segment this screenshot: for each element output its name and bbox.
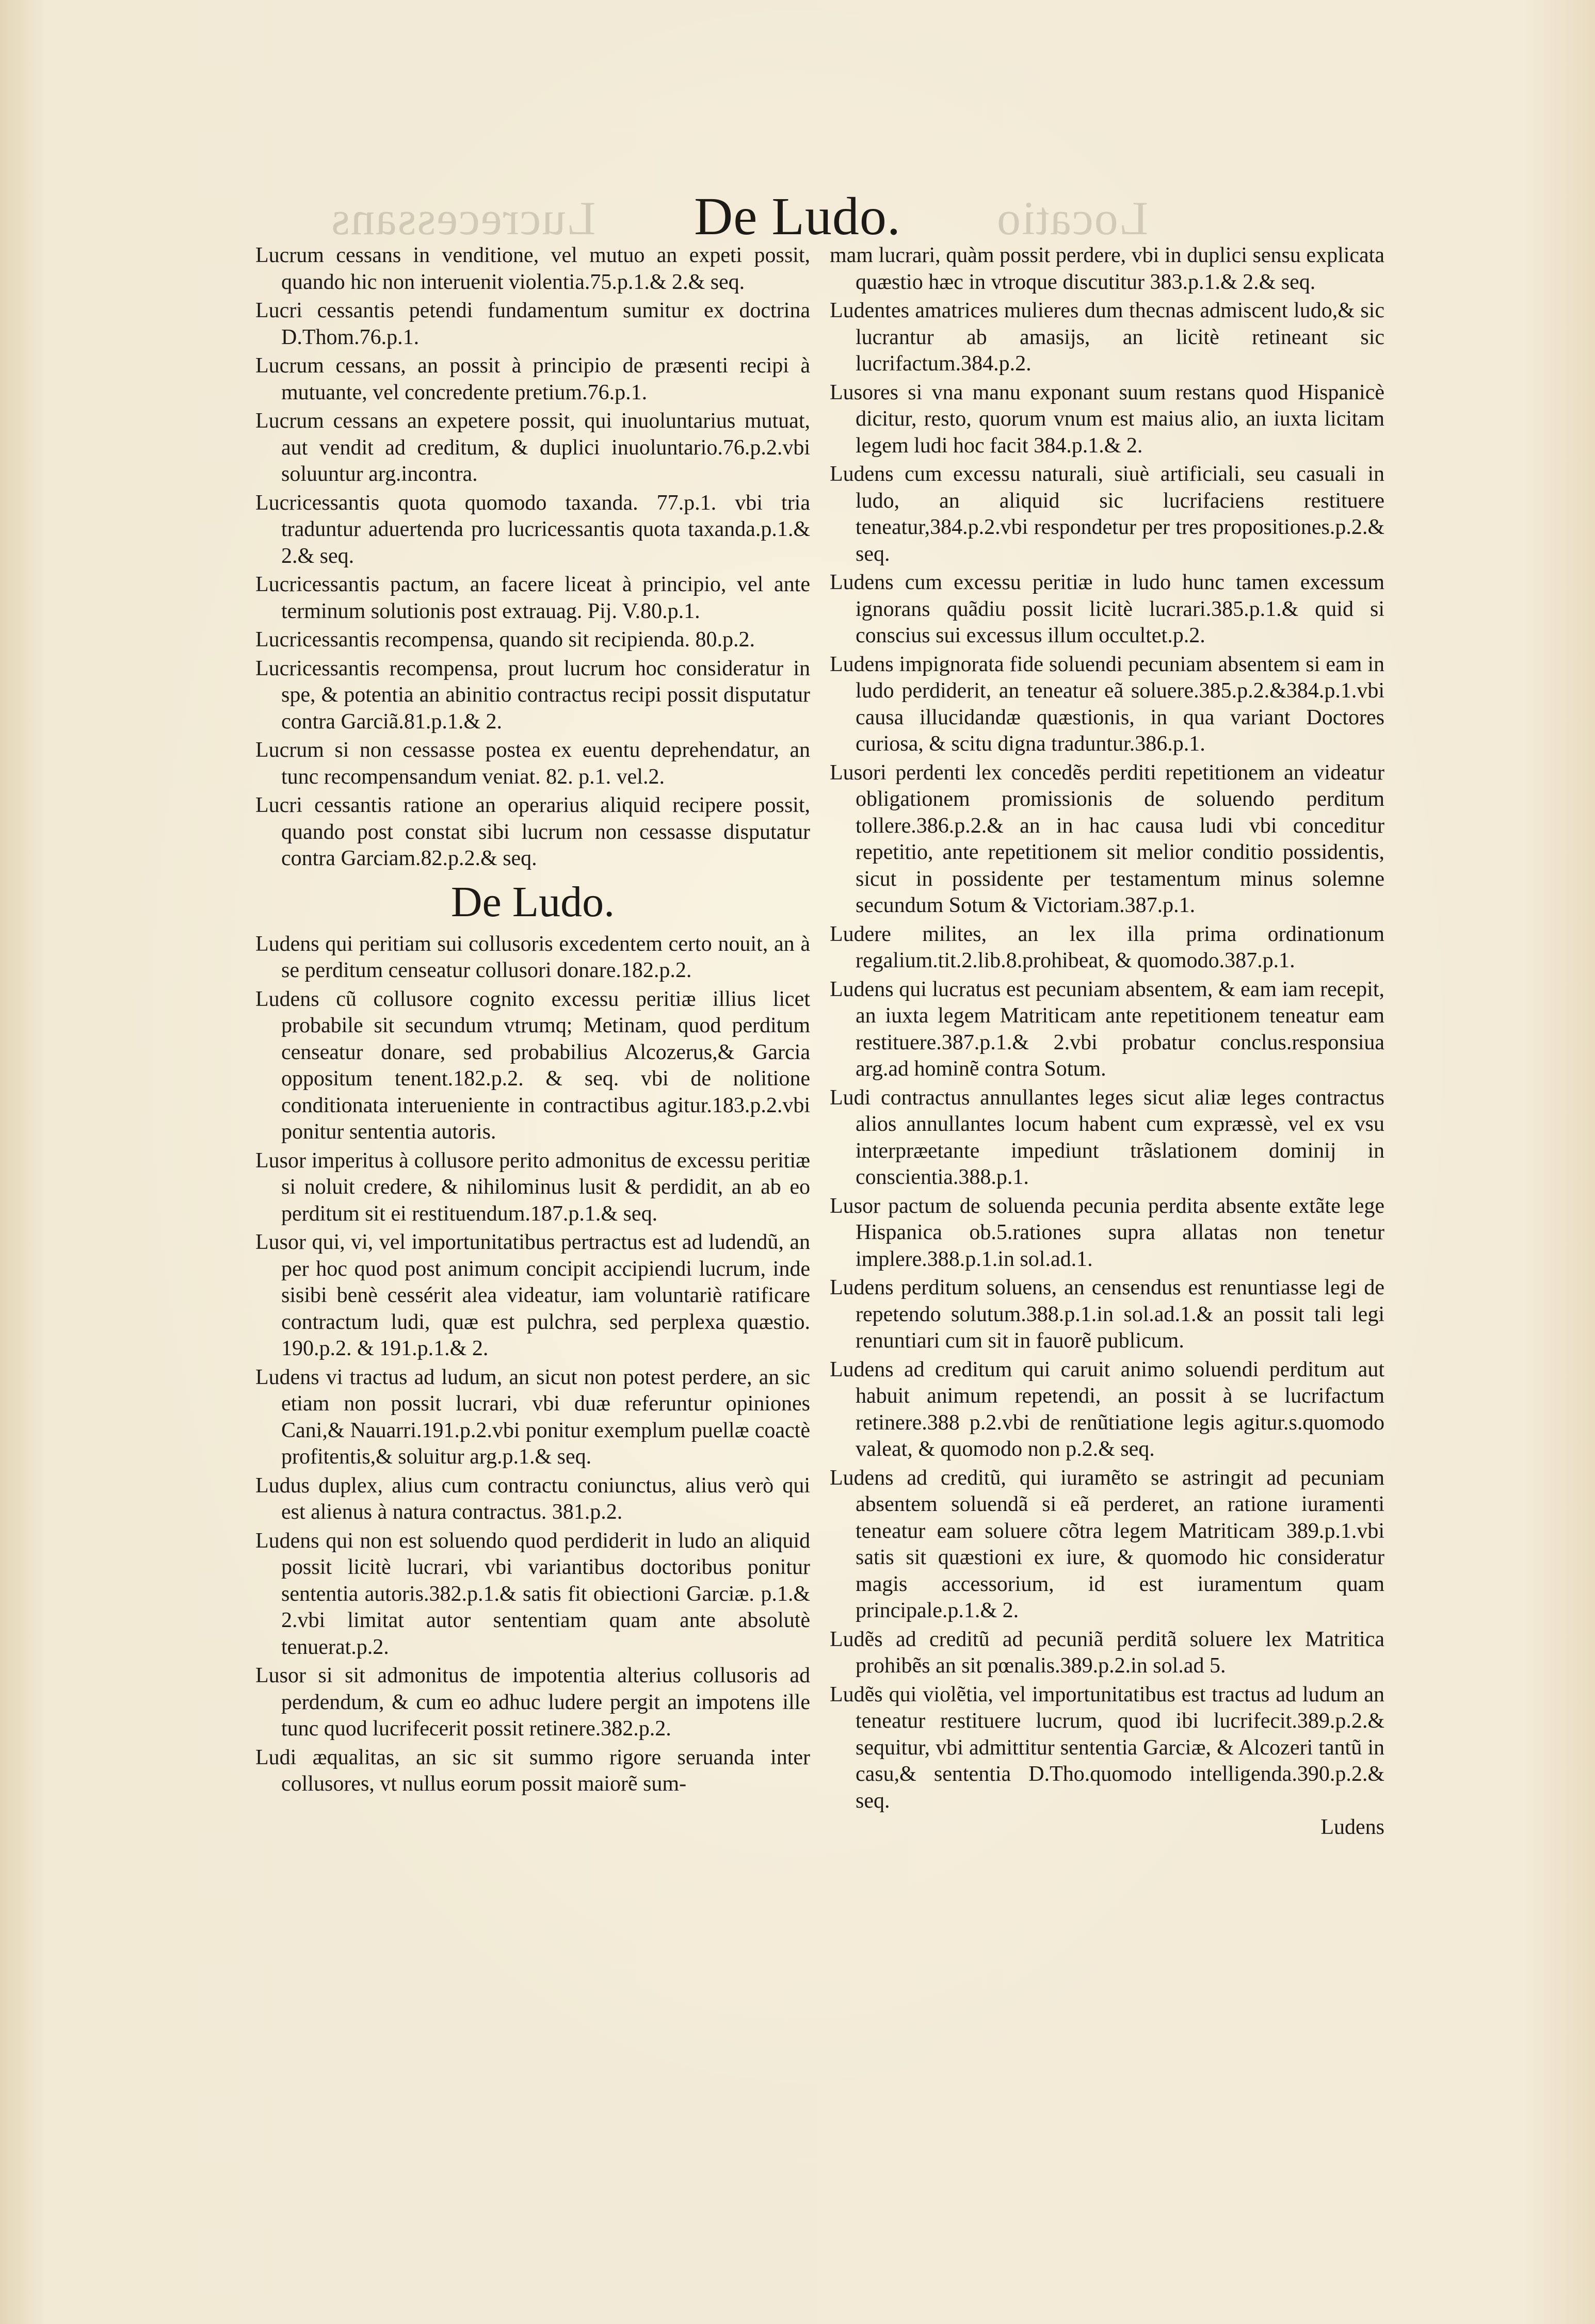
- index-entry: Lusor si sit admonitus de impotentia alterius collusoris ad perdendum, & cum eo adhuc ludere pergit an impotens ille tunc quod lucrifecerit possit retinere.382.p.2.: [255, 1664, 810, 1741]
- index-entry: Ludẽs ad creditũ ad pecuniã perditã soluere lex Matritica prohibẽs an sit pœnalis.389.p.2.in sol.ad 5.: [830, 1627, 1384, 1678]
- index-entry: Lucri cessantis petendi fundamentum sumitur ex doctrina D.Thom.76.p.1.: [255, 299, 810, 349]
- index-entry: Ludens ad creditum qui caruit animo soluendi perditum aut habuit animum repetendi, an possit à se lucrifactum retinere.388 p.2.vbi de renũtiatione legis agitur.s.quomodo valeat, & quomodo non p.2.& seq.: [830, 1357, 1384, 1461]
- bleed-through-heading-left: Lucrecessans: [330, 192, 596, 245]
- index-entry: Ludentes amatrices mulieres dum thecnas admiscent ludo,& sic lucrantur ab amasijs, an licitè retineant sic lucrifactum.384.p.2.: [830, 299, 1384, 376]
- left-ludo-entries: [255, 931, 810, 1798]
- index-entry: Ludens cũ collusore cognito excessu peritiæ illius licet probabile sit secundum vtrumq; Metinam, quod perditum censeatur donare, sed probabilius Alcozerus,& Garcia oppositum tenent.182.p.2. & seq. vbi de nolitione conditionata interueniente in contractibus agitur.183.p.2.vbi ponitur sententia autoris.: [255, 987, 810, 1144]
- bleed-through-heading-right: Locatio: [996, 192, 1148, 245]
- index-entry: mam lucrari, quàm possit perdere, vbi in duplici sensu explicata quæstio hæc in vtroque discutitur 383.p.1.& 2.& seq.: [830, 243, 1384, 294]
- index-entry: Lusor imperitus à collusore perito admonitus de excessu peritiæ si noluit credere, & nihilominus lusit & perdidit, an ab eo perditum sit ei restituendum.187.p.1.& seq.: [255, 1148, 810, 1226]
- index-entry: Lucricessantis quota quomodo taxanda. 77.p.1. vbi tria traduntur aduertenda pro lucricessantis quota taxanda.p.1.& 2.& seq.: [255, 491, 810, 568]
- right-column: [830, 242, 1384, 1840]
- index-entry: Lusori perdenti lex concedẽs perditi repetitionem an videatur obligationem promissionis de soluendo perditum tollere.386.p.2.& an in hac causa ludi vbi conceditur repetitio, ante repetitionem sit melior conditio possidentis, sicut in possidente per testamentum minus solemne secundum Sotum & Victoriam.387.p.1.: [830, 760, 1384, 917]
- index-entry: Lucrum cessans an expetere possit, qui inuoluntarius mutuat, aut vendit ad creditum, & duplici inuoluntario.76.p.2.vbi soluuntur arg.incontra.: [255, 409, 810, 486]
- index-entry: Ludus duplex, alius cum contractu coniunctus, alius verò qui est alienus à natura contractus. 381.p.2.: [255, 1473, 810, 1524]
- index-entry: Lusor pactum de soluenda pecunia perdita absente extãte lege Hispanica ob.5.rationes supra allatas non tenetur implere.388.p.1.in sol.ad.1.: [830, 1194, 1384, 1271]
- index-entry: Ludens qui peritiam sui collusoris excedentem certo nouit, an à se perditum censeatur collusori donare.182.p.2.: [255, 932, 810, 982]
- index-entry: Ludens qui non est soluendo quod perdiderit in ludo an aliquid possit licitè lucrari, vbi variantibus doctoribus ponitur sententia autoris.382.p.1.& satis fit obiectioni Garciæ. p.1.& 2.vbi limitat autor sententiam quam ante absolutè tenuerat.p.2.: [255, 1529, 810, 1659]
- index-entry: Ludens ad creditũ, qui iuramẽto se astringit ad pecuniam absentem soluendã si eã perderet, an ratione iuramenti teneatur eam soluere cõtra legem Matriticam 389.p.1.vbi satis sit quæstioni ex iure, & quomodo hic consideratur magis accessorium, id est iuramentum quam principale.p.1.& 2.: [830, 1466, 1384, 1622]
- index-entry: Lucrum cessans in venditione, vel mutuo an expeti possit, quando hic non interuenit violentia.75.p.1.& 2.& seq.: [255, 243, 810, 294]
- index-entry: Ludens vi tractus ad ludum, an sicut non potest perdere, an sic etiam non possit lucrari, vbi duæ referuntur opiniones Cani,& Nauarri.191.p.2.vbi ponitur exemplum puellæ coactè profitentis,& soluitur arg.p.1.& seq.: [255, 1365, 810, 1469]
- right-entries: [830, 242, 1384, 1814]
- index-entry: Ludens cum excessu naturali, siuè artificiali, seu casuali in ludo, an aliquid sic lucrifaciens restituere teneatur,384.p.2.vbi respondetur per tres propositiones.p.2.& seq.: [830, 462, 1384, 566]
- index-entry: Ludi contractus annullantes leges sicut aliæ leges contractus alios annullantes locum habent cum expræssè, vel ex vsu interpræetante impediunt trãslationem dominij in conscientia.388.p.1.: [830, 1085, 1384, 1189]
- index-entry: Lucri cessantis ratione an operarius aliquid recipere possit, quando post constat sibi lucrum non cessasse disputatur contra Garciam.82.p.2.& seq.: [255, 793, 810, 870]
- index-entry: Lucricessantis recompensa, quando sit recipienda. 80.p.2.: [255, 628, 755, 652]
- index-entry: Ludens qui lucratus est pecuniam absentem, & eam iam recepit, an iuxta legem Matriticam ante repetitionem teneatur eam restituere.387.p.1.& 2.vbi probatur conclus.responsiua arg.ad hominẽ contra Sotum.: [830, 977, 1384, 1081]
- index-entry: Lusor qui, vi, vel importunitatibus pertractus est ad ludendũ, an per hoc quod post animum concipit accipiendi lucrum, inde sisibi benè cessérit alea videatur, iam voluntariè ratificare contractum ludi, quæ est pulchra, sed perplexa quæstio. 190.p.2. & 191.p.1.& 2.: [255, 1230, 810, 1360]
- index-entry: Lucricessantis recompensa, prout lucrum hoc consideratur in spe, & potentia an abinitio contractus recipi possit disputatur contra Garciã.81.p.1.& 2.: [255, 656, 810, 734]
- left-column: [255, 242, 810, 1800]
- index-entry: Ludi æqualitas, an sic sit summo rigore seruanda inter collusores, vt nullus eorum possit maiorẽ sum-: [255, 1745, 810, 1796]
- section-title-de-ludo: De Ludo.: [450, 877, 615, 926]
- index-entry: Ludens impignorata fide soluendi pecuniam absentem si eam in ludo perdiderit, an teneatur eã soluere.385.p.2.&384.p.1.vbi causa illucidandæ quæstionis, in qua variant Doctores curiosa, & scitu digna traduntur.386.p.1.: [830, 652, 1384, 756]
- index-entry: Lucrum cessans, an possit à principio de præsenti recipi à mutuante, vel concredente pretium.76.p.1.: [255, 354, 810, 404]
- left-entries: [255, 242, 810, 872]
- running-header: De Ludo.: [694, 187, 901, 246]
- index-entry: Ludens cum excessu peritiæ in ludo hunc tamen excessum ignorans quãdiu possit licitè lucrari.385.p.1.& quid si conscius sui excessus illum occultet.p.2.: [830, 571, 1384, 647]
- index-entry: Ludens perditum soluens, an censendus est renuntiasse legi de repetendo solutum.388.p.1.in sol.ad.1.& an possit tali legi renuntiari cum sit in fauorẽ publicum.: [830, 1276, 1384, 1353]
- index-entry: Ludẽs qui violẽtia, vel importunitatibus est tractus ad ludum an teneatur restituere lucrum, quod ibi lucrifecit.389.p.2.& sequitur, vbi admittitur sententia Garciæ, & Alcozeri tantũ in casu,& sententia D.Tho.quomodo intelligenda.390.p.2.& seq.: [830, 1682, 1384, 1813]
- catchword: Ludens: [1320, 1815, 1384, 1839]
- index-entry: Lucrum si non cessasse postea ex euentu deprehendatur, an tunc recompensandum veniat. 82. p.1. vel.2.: [255, 738, 810, 789]
- index-entry: Lucricessantis pactum, an facere liceat à principio, vel ante terminum solutionis post extrauag. Pij. V.80.p.1.: [255, 573, 810, 623]
- index-entry: Lusores si vna manu exponant suum restans quod Hispanicè dicitur, resto, quorum vnum est maius alio, an iuxta licitam legem ludi hoc facit 384.p.1.& 2.: [830, 380, 1384, 458]
- index-entry: Ludere milites, an lex illa prima ordinationum regalium.tit.2.lib.8.prohibeat, & quomodo.387.p.1.: [830, 922, 1384, 972]
